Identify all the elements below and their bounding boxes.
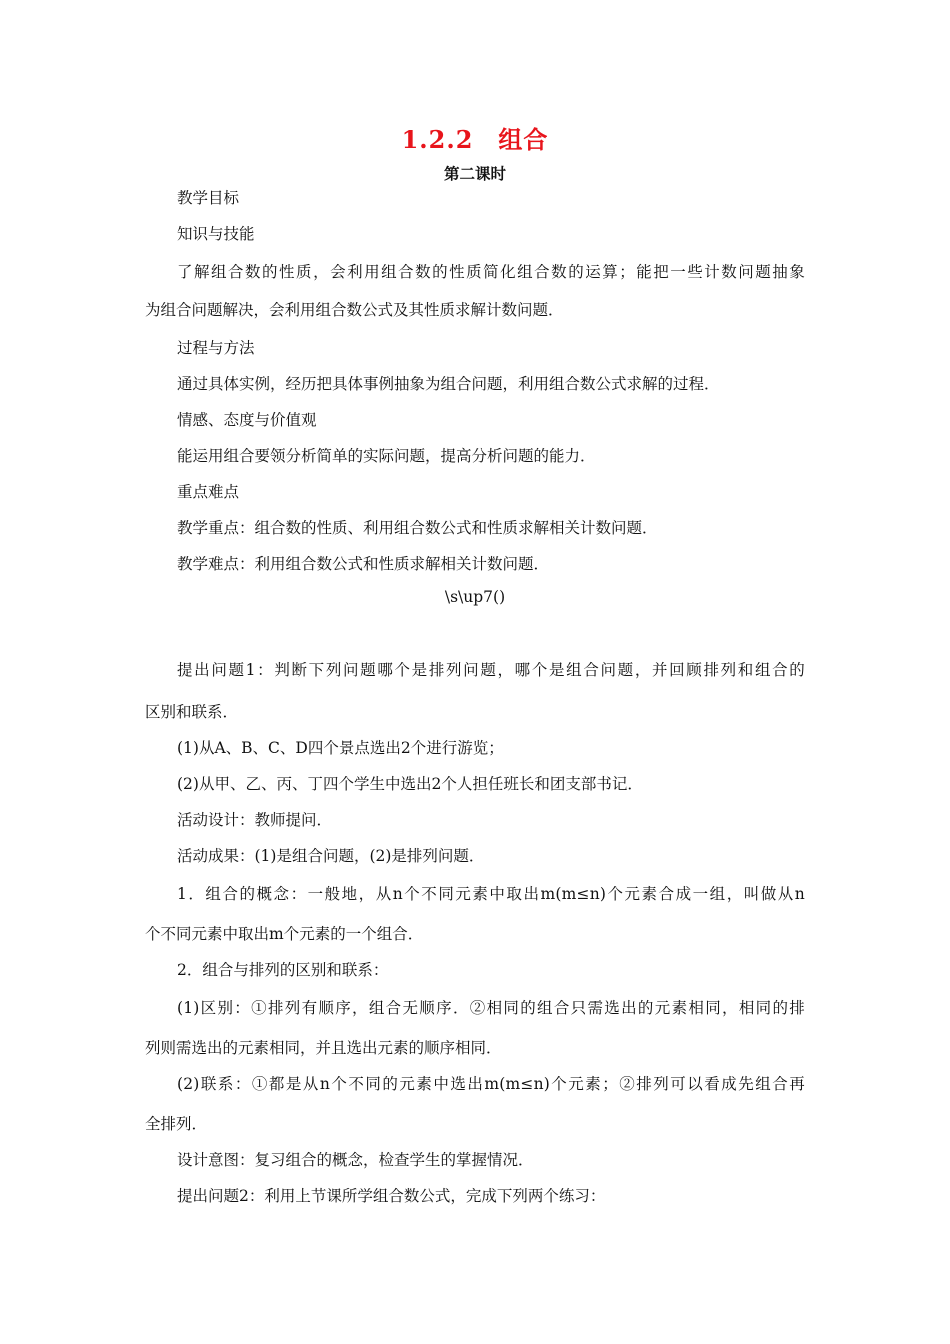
process-heading: 过程与方法 — [177, 339, 255, 357]
equation-placeholder: \s\up7() — [444, 588, 506, 606]
question1-item2: (2)从甲、乙、丙、丁四个学生中选出2个人担任班长和团支部书记． — [177, 775, 643, 793]
document-title: 1.2.2 组合 — [401, 125, 549, 154]
process-text: 通过具体实例，经历把具体事例抽象为组合问题，利用组合数公式求解的过程． — [177, 375, 720, 393]
link-line2: 全排列． — [145, 1115, 208, 1133]
difficult-point: 教学难点：利用组合数公式和性质求解相关计数问题． — [177, 555, 550, 573]
difference-line1: (1)区别：①排列有顺序，组合无顺序．②相同的组合只需选出的元素相同，相同的排 — [177, 999, 805, 1017]
relation-heading: 2．组合与排列的区别和联系： — [177, 961, 389, 979]
emotion-heading: 情感、态度与价值观 — [177, 411, 317, 429]
lesson-subtitle: 第二课时 — [443, 164, 506, 183]
question2-line1: 提出问题2：利用上节课所学组合数公式，完成下列两个练习： — [177, 1187, 606, 1205]
knowledge-text-line2: 为组合问题解决，会利用组合数公式及其性质求解计数问题． — [145, 301, 564, 319]
question1-item1: (1)从A、B、C、D四个景点选出2个进行游览； — [177, 739, 504, 757]
concept-line2: 个不同元素中取出m个元素的一个组合． — [145, 925, 424, 943]
design-intent: 设计意图：复习组合的概念，检查学生的掌握情况． — [177, 1151, 534, 1169]
objectives-heading: 教学目标 — [177, 189, 240, 207]
concept-line1: 1．组合的概念：一般地，从n个不同元素中取出m(m≤n)个元素合成一组，叫做从n — [177, 885, 805, 903]
knowledge-heading: 知识与技能 — [177, 225, 255, 243]
question1-line1: 提出问题1：判断下列问题哪个是排列问题，哪个是组合问题，并回顾排列和组合的 — [177, 661, 805, 679]
question1-line2: 区别和联系． — [145, 703, 239, 721]
knowledge-text-line1: 了解组合数的性质，会利用组合数的性质简化组合数的运算；能把一些计数问题抽象 — [177, 263, 805, 281]
difference-line2: 列则需选出的元素相同，并且选出元素的顺序相同． — [145, 1039, 502, 1057]
link-line1: (2)联系：①都是从n个不同的元素中选出m(m≤n)个元素；②排列可以看成先组合再 — [177, 1075, 805, 1093]
key-heading: 重点难点 — [177, 483, 240, 501]
emotion-text: 能运用组合要领分析简单的实际问题，提高分析问题的能力． — [177, 447, 596, 465]
activity-result: 活动成果：(1)是组合问题，(2)是排列问题． — [177, 847, 485, 865]
key-point: 教学重点：组合数的性质、利用组合数公式和性质求解相关计数问题． — [177, 519, 658, 537]
activity-design: 活动设计：教师提问． — [177, 811, 333, 829]
